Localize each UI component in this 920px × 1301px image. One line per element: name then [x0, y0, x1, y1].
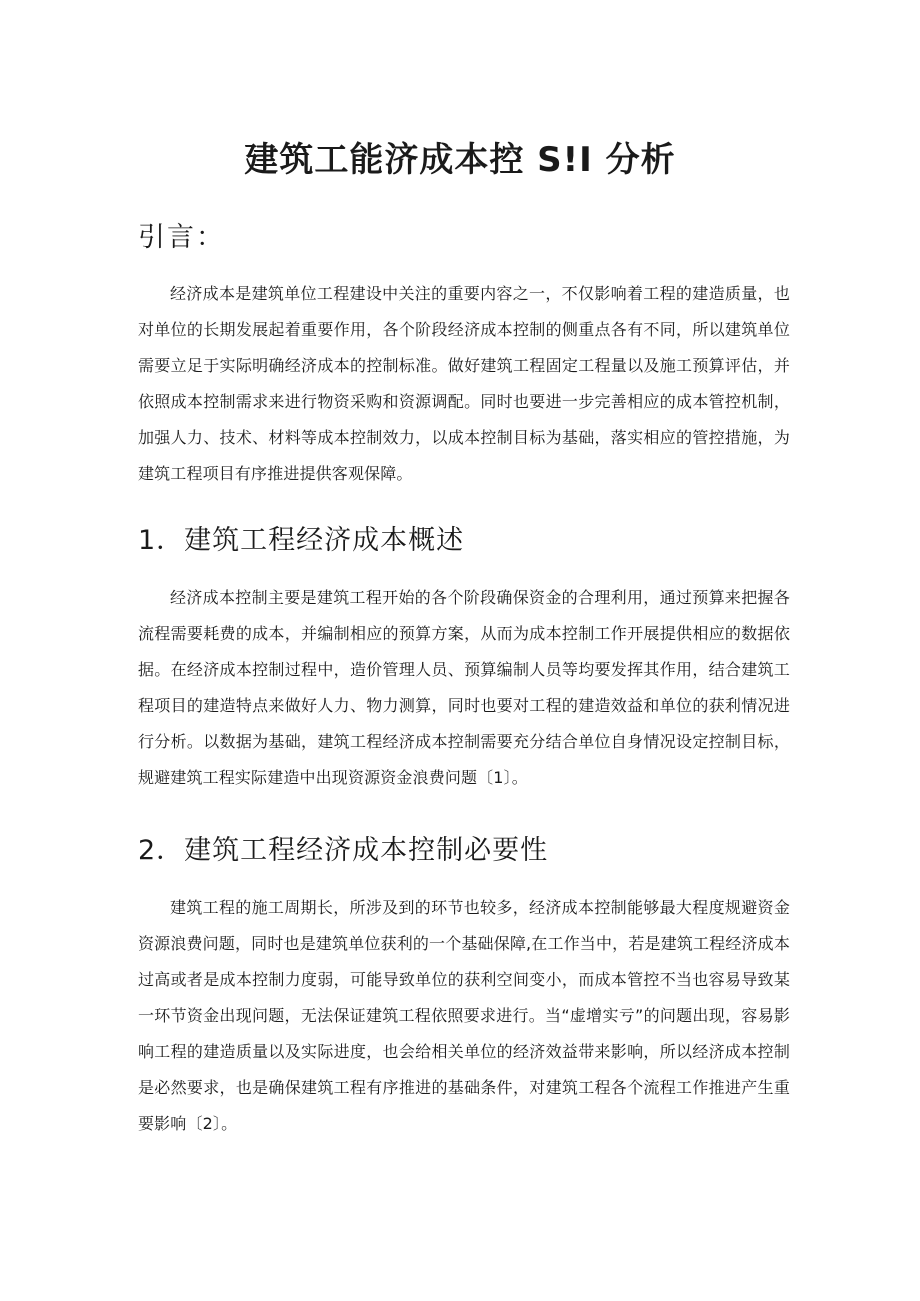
intro-heading: 引言：	[138, 222, 225, 253]
section-2-heading: 2．建筑工程经济成本控制必要性	[138, 835, 549, 866]
intro-paragraph: 经济成本是建筑单位工程建设中关注的重要内容之一，不仅影响着工程的建造质量，也对单位的长期发展起着重要作用，各个阶段经济成本控制的侧重点各有不同，所以建筑单位需要立足于实际明确经济成本的控制标准。做好建筑工程固定工程量以及施工预算评估，并依照成本控制需求来进行物资采购和资源调配。同时也要进一步完善相应的成本管控机制，加强人力、技术、材料等成本控制效力，以成本控制目标为基础，落实相应的管控措施，为建筑工程项目有序推进提供客观保障。	[138, 284, 790, 483]
section-2-paragraph: 建筑工程的施工周期长，所涉及到的环节也较多，经济成本控制能够最大程度规避资金资源浪费问题，同时也是建筑单位获利的一个基础保障,在工作当中，若是建筑工程经济成本过高或者是成本控制力度弱，可能导致单位的获利空间变小，而成本管控不当也容易导致某一环节资金出现问题，无法保证建筑工程依照要求进行。当“虚增实亏”的问题出现，容易影响工程的建造质量以及实际进度，也会给相关单位的经济效益带来影响，所以经济成本控制是必然要求，也是确保建筑工程有序推进的基础条件，对建筑工程各个流程工作推进产生重要影响〔2〕。	[138, 898, 790, 1133]
section-1-paragraph: 经济成本控制主要是建筑工程开始的各个阶段确保资金的合理利用，通过预算来把握各流程需要耗费的成本，并编制相应的预算方案，从而为成本控制工作开展提供相应的数据依据。在经济成本控制过程中，造价管理人员、预算编制人员等均要发挥其作用，结合建筑工程项目的建造特点来做好人力、物力测算，同时也要对工程的建造效益和单位的获利情况进行分析。以数据为基础，建筑工程经济成本控制需要充分结合单位自身情况设定控制目标，规避建筑工程实际建造中出现资源资金浪费问题〔1〕。	[138, 588, 790, 787]
section-1-heading: 1．建筑工程经济成本概述	[138, 525, 465, 556]
document-title: 建筑工能济成本控 S!I 分析	[244, 140, 676, 180]
